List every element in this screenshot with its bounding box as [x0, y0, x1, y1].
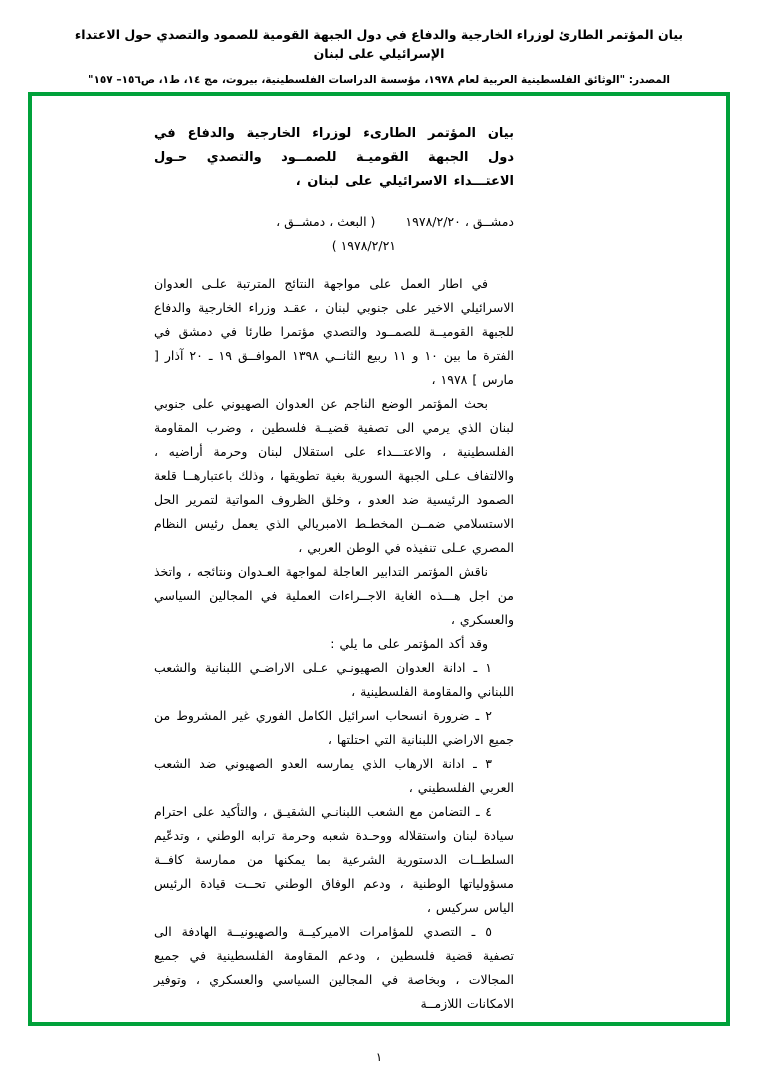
page-number: ١	[375, 1050, 383, 1064]
document-header	[0, 0, 758, 88]
list-item: ٥ ـ التصدي للمؤامرات الاميركيــة والصهيونيــة الهادفة الى تصفية قضية فلسطين ، ودعم المقاومة الفلسطينية في جميع المجالات ، وبخاصة في المجالين السياسي والعسكري ، وتوفير الامكانات اللازمــة	[154, 923, 514, 1011]
list-item: ١ ـ ادانة العدوان الصهيونـي عـلى الاراضـي اللبنانية والشعب اللبناني والمقاومة الفلسطينية ،	[154, 659, 514, 699]
document-body	[32, 96, 726, 1022]
paragraph: في اطار العمل على مواجهة النتائج المترتبة علـى العدوان الاسرائيلي الاخير على جنوبي لبنان ، عقـد وزراء الخارجية والدفاع للجبهة القوميــة للصمــود والتصدي مؤتمرا طارئا في دمشق في الفترة ما بين ١٠ و ١١ ربيع الثانــي ١٣٩٨ الموافــق ١٩ ـ ٢٠ آذار [ مارس ] ١٩٧٨ ،	[154, 275, 514, 387]
green-border-frame	[28, 92, 730, 1026]
header-title: بيان المؤتمر الطارئ لوزراء الخارجية والدفاع في دول الجبهة القومية للصمود والتصدي حول الاعتداء الإسرائيلي على لبنان	[74, 27, 684, 61]
list-item: ٢ ـ ضرورة انسحاب اسرائيل الكامل الفوري غير المشروط من جميع الاراضي اللبنانية التي احتلتها ،	[154, 707, 514, 747]
dateline-source-ref: ( البعث ، دمشــق ،	[276, 214, 376, 230]
dateline-place-date: دمشــق ، ١٩٧٨/٢/٢٠	[405, 214, 514, 230]
paragraph: وقد أكد المؤتمر على ما يلي :	[330, 635, 488, 651]
list-item: ٣ ـ ادانة الارهاب الذي يمارسه العدو الصهيوني ضد الشعب العربي الفلسطيني ،	[154, 755, 514, 795]
dateline-source-date: ١٩٧٨/٢/٢١ )	[331, 237, 396, 253]
header-source: المصدر: "الوثائق الفلسطينية العربية لعام ١٩٧٨، مؤسسة الدراسات الفلسطينية، بيروت، مج ١٤، ط١، ص١٥٦– ١٥٧"	[88, 73, 670, 86]
paragraph: بحث المؤتمر الوضع الناجم عن العدوان الصهيوني على جنوبي لبنان الذي يرمي الى تصفية قضيــة فلسطين ، وضرب المقاومة الفلسطينية ، والاعتـــداء على استقلال لبنان وحرمة أراضيه ، والالتفاف عـلى الجبهة السورية بغية تطويقها ، وذلك باعتبارهــا قلعة الصمود الرئيسية ضد العدو ، وخلق الظروف المواتية لتمرير الحل الاستسلامي ضمــن المخطـط الامبريالي الذي يعمل رئيس النظام المصري عـلى تنفيذه في الوطن العربي ،	[154, 395, 514, 555]
dateline	[154, 210, 514, 258]
paragraph: ناقش المؤتمر التدابير العاجلة لمواجهة العـدوان ونتائجه ، واتخذ من اجل هـــذه الغاية الاجــراءات العملية في المجالين السياسي والعسكري ،	[154, 563, 514, 627]
text-column	[154, 122, 514, 1016]
statement-title: بيان المؤتمر الطارىء لوزراء الخارجية والدفاع في دول الجبهة القوميـة للصمــود والتصدي حـول الاعتـــداء الاسرائيلي على لبنان ،	[154, 126, 514, 190]
list-item: ٤ ـ التضامن مع الشعب اللبنانـي الشقيـق ، والتأكيد على احترام سيادة لبنان واستقلاله ووحـدة شعبه وحرمة ترابه الوطني ، وتدعّيم السلطــات الدستورية الشرعية بما يمكنها من ممارسة كافــة مسؤولياتها الوطنية ، ودعم الوفاق الوطني تحــت قيادة الرئيس الياس سركيس ،	[154, 803, 514, 915]
